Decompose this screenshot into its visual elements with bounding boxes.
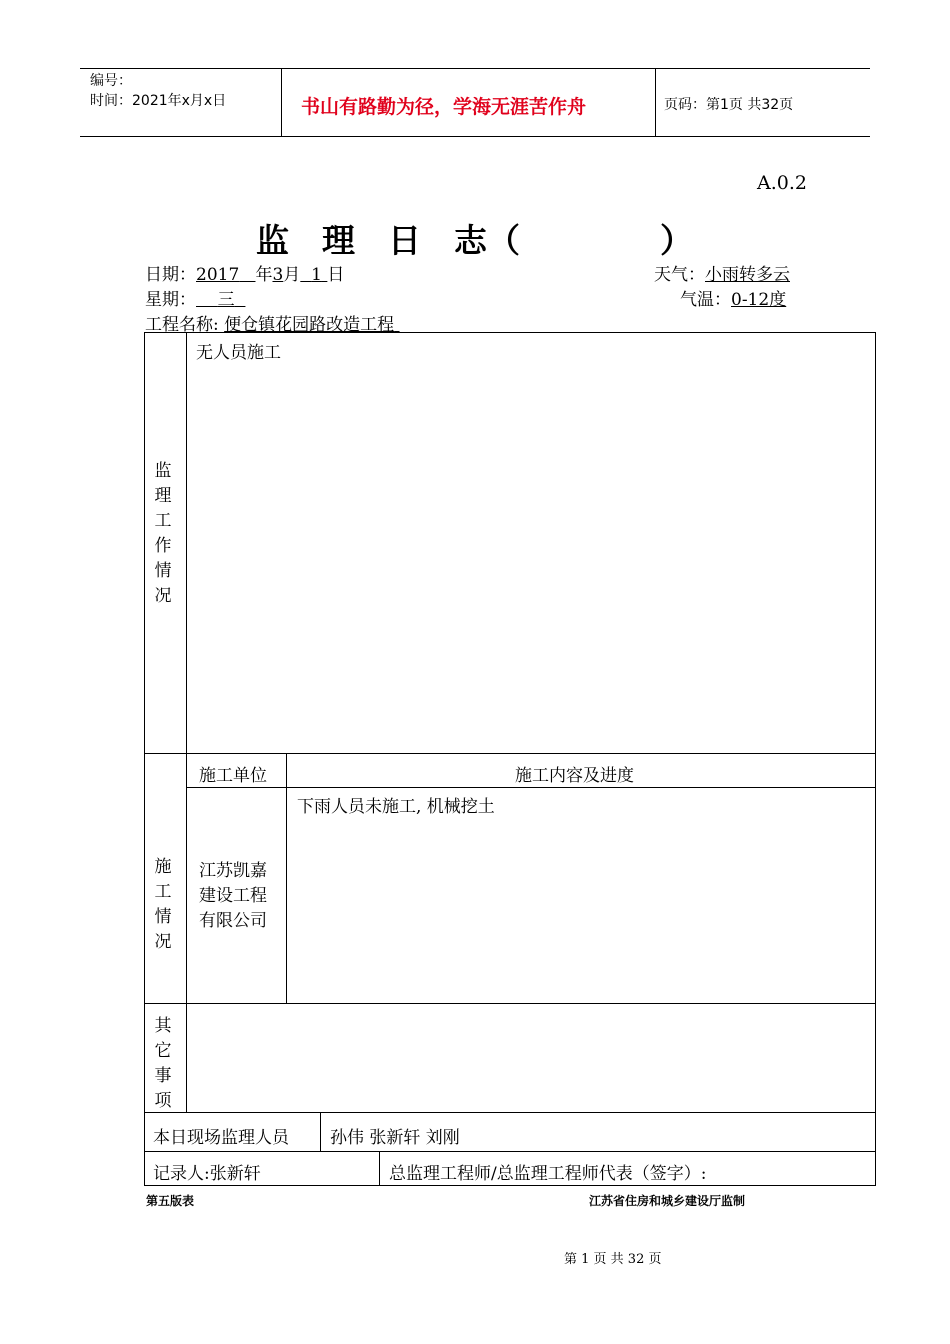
header-number-label: 编号： — [90, 73, 132, 89]
temp-label: 气温： — [680, 290, 731, 310]
supervision-label: 监理工作情况 — [154, 461, 172, 606]
content-text: 下雨人员未施工, 机械挖土 — [297, 797, 495, 817]
header-bottom-rule — [80, 136, 870, 137]
col-divider — [379, 1151, 380, 1186]
row-divider — [186, 787, 876, 788]
row-divider — [144, 753, 876, 754]
row-divider — [144, 1003, 876, 1004]
header-motto: 书山有路勤为径，学海无涯苦作舟 — [301, 96, 587, 118]
date-year: 2017 — [196, 265, 240, 285]
content-header: 施工内容及进度 — [515, 766, 634, 786]
construction-label: 施工情况 — [154, 857, 172, 952]
project-label: 工程名称: — [145, 315, 219, 335]
header-page-label: 页码：第1页 共32页 — [664, 97, 794, 113]
date-month: 3 — [272, 265, 284, 285]
header-top-rule — [80, 68, 870, 69]
project-name: 便仓镇花园路改造工程 — [224, 315, 395, 335]
weather-value: 小雨转多云 — [705, 265, 790, 285]
header-divider — [281, 68, 282, 136]
date-day: 1 — [311, 265, 322, 285]
weekday-label: 星期： — [145, 290, 196, 310]
unit-name: 江苏凯嘉 建设工程 有限公司 — [199, 861, 267, 931]
other-label: 其它事项 — [154, 1016, 172, 1111]
edition-label: 第五版表 — [146, 1194, 195, 1208]
date-line — [145, 260, 344, 285]
date-month-unit: 月 — [283, 265, 301, 285]
header-time-label: 时间：2021年x月x日 — [90, 93, 227, 109]
unit-header: 施工单位 — [199, 766, 267, 786]
temp-line — [680, 285, 786, 310]
date-label: 日期： — [145, 265, 196, 285]
weather-label: 天气： — [654, 265, 705, 285]
staff-names: 孙伟 张新轩 刘刚 — [330, 1128, 460, 1148]
page-title-close: ） — [660, 221, 693, 260]
issuer-label: 江苏省住房和城乡建设厅监制 — [589, 1194, 746, 1208]
date-day-unit: 日 — [327, 265, 345, 285]
header-divider — [655, 68, 656, 136]
col-divider — [186, 332, 187, 1112]
row-divider — [144, 1112, 876, 1113]
page-title: 监 理 日 志（ — [256, 221, 520, 260]
col-divider — [286, 753, 287, 1003]
weather-line — [654, 260, 790, 285]
staff-label: 本日现场监理人员 — [153, 1128, 289, 1148]
weekday-value: 三 — [217, 290, 235, 310]
chief-signature: 总监理工程师/总监理工程师代表（签字）: — [389, 1164, 707, 1184]
col-divider — [320, 1112, 321, 1151]
recorder: 记录人:张新轩 — [153, 1164, 261, 1184]
log-table — [144, 332, 876, 1186]
supervision-text: 无人员施工 — [196, 343, 281, 363]
row-divider — [144, 1151, 876, 1152]
form-code: A.0.2 — [757, 172, 807, 194]
page-number: 第 1 页 共 32 页 — [564, 1252, 662, 1267]
weekday-line — [145, 285, 245, 310]
date-year-unit: 年 — [255, 265, 273, 285]
temp-value: 0-12度 — [731, 290, 787, 310]
